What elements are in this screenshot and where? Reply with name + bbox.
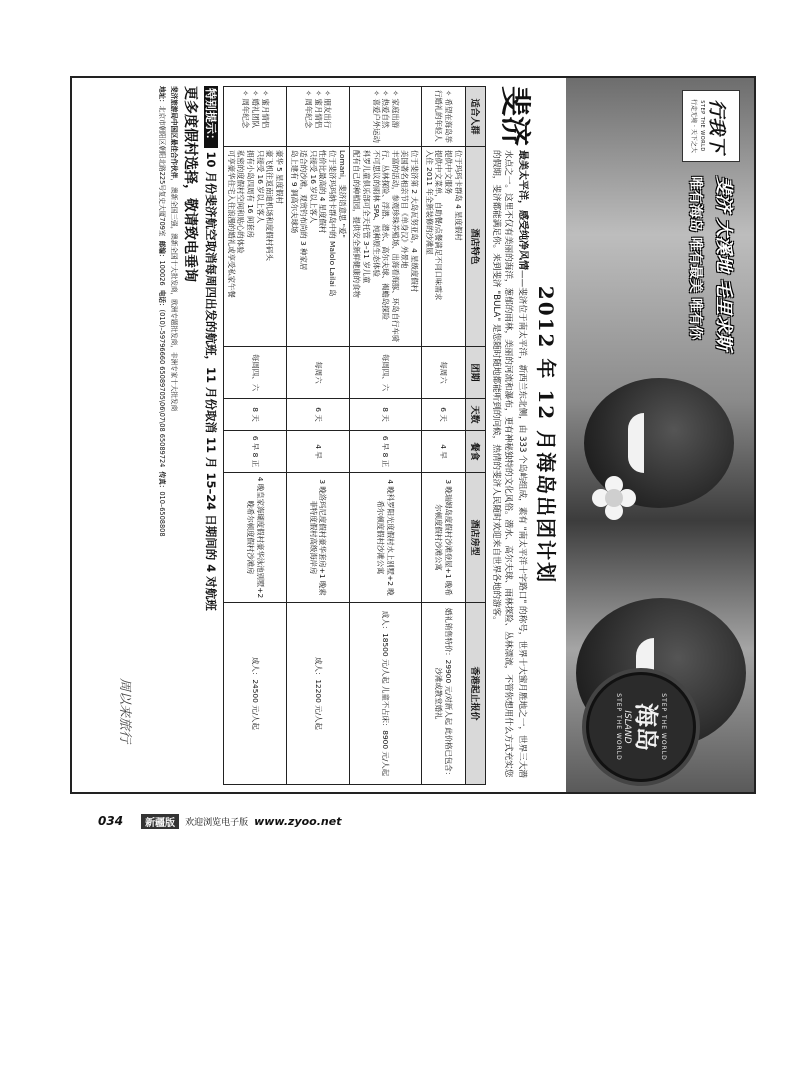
cell-dates: 每周六: [422, 347, 466, 399]
feature-line: 可享豪华住宅入住浪漫的婚礼或享受私家午餐: [226, 150, 236, 298]
page-number: 034: [98, 814, 124, 828]
crowd-item: ✧ 蜜月情侣: [313, 90, 323, 143]
cell-dates: 每周四、六: [224, 347, 287, 399]
feature-line: 只接受 16 岁以上客人: [308, 150, 318, 224]
header-days: 天数: [465, 399, 485, 431]
address-value: 北京市朝阳区朝阳北路225号复史大厦709室: [158, 105, 166, 237]
table-row: [349, 87, 421, 785]
feature-line: 豪飞机往返南迪机场和度假村码头: [265, 150, 275, 261]
special-notice: [203, 86, 219, 784]
feature-line: 提供中文服务: [443, 150, 453, 195]
cell-meals: 6 早 8 正: [349, 431, 421, 473]
feature-line: 岛上建有 9 洞高尔夫球场: [289, 150, 299, 234]
tel-value: (010)–59796660 65089705\06\07\08 65089724: [158, 309, 166, 468]
call-to-action: 更多度假村选择，敬请致电垂询: [182, 86, 199, 282]
crowd-item: ✧ 蜜月情侣: [260, 90, 270, 143]
cell-meals: 4 早: [286, 431, 349, 473]
feature-line: 提供中文菜单，自助餐/点餐满足不同口味需求: [434, 150, 444, 301]
header-meals: 餐食: [465, 431, 485, 473]
zip-label: 邮编：: [158, 240, 166, 261]
feature-line: 配有自己的种植园，提供安全新鲜健康的食物: [352, 150, 362, 298]
feature-line: 入住 2011 年全新装修的沙滩屋: [424, 150, 434, 255]
edition-badge: 新疆版: [141, 814, 179, 829]
cell-features: [224, 147, 287, 347]
cell-features: [286, 147, 349, 347]
website-link[interactable]: www.zyoo.net: [254, 814, 342, 828]
feature-line: 适合的沙滩，观赏钓布尚的 3 种家居: [299, 150, 309, 271]
crowd-item: ✧ 家庭出游: [390, 90, 400, 143]
cell-meals: 4 早: [422, 431, 466, 473]
cell-room: 4 晚科罗阳光度假村水上别墅+2 晚希尔顿度假村沙滩公寓: [349, 473, 421, 603]
cell-features: [422, 147, 466, 347]
cell-meals: 6 早 8 正: [224, 431, 287, 473]
slogan-tagline: 唯有海岛 唯有最美 唯有你: [687, 176, 703, 340]
cell-room: 3 晚洛玛尼度假村豪华套房+1 晚索菲特度假村高级海岸房: [286, 473, 349, 603]
agency-info: 斐济旅游局中国区最佳合作伙伴， 澳新全国三强，澳新全国十大批发商，欧洲专题批发商，非洲专家十大批发商: [170, 86, 179, 412]
rotated-advert: [72, 78, 754, 792]
advert-frame: [70, 76, 756, 794]
feature-line: 私密的度假村空间和贴心的体验: [236, 150, 246, 254]
feature-line: 性价比最高的 4 星度假村: [318, 150, 328, 234]
seal-bottom-text: STEP THE WORLD: [615, 693, 622, 761]
feature-line: 位于斐济玛玛纳卡群岛中的 Malolo Lailai 岛: [328, 150, 338, 297]
tel-label: 电话：: [158, 289, 166, 310]
table-header-row: [465, 87, 485, 785]
cell-days: 6 天: [286, 399, 349, 431]
header-crowd: 适合人群: [465, 87, 485, 147]
page-title: 2012 年 12 月海岛出团计划: [534, 285, 558, 585]
handwritten-signature: 周以来旅行: [117, 678, 132, 744]
crowd-item: ✧ 热爱自然: [381, 90, 391, 143]
fax-label: 传真：: [158, 471, 166, 492]
brand-logo: [682, 90, 740, 162]
header-dates: 团期: [465, 347, 485, 399]
footer-text: 欢迎浏览电子版: [185, 817, 249, 828]
fiji-intro: [490, 86, 532, 784]
table-row: [224, 87, 287, 785]
fiji-lead: 最美太平洋，感受纯净风情: [517, 150, 528, 270]
cell-days: 8 天: [224, 399, 287, 431]
table-row: [286, 87, 349, 785]
notice-text: 10 月份斐济航空取消每周四出发的航班，11 月份取消 11 月 15–24 日期间的 4 对航班: [204, 151, 219, 611]
advert-content: [72, 78, 566, 792]
feature-line: 豪华 5 星度假村: [274, 150, 284, 204]
seal-top-text: STEP THE WORLD: [660, 693, 667, 761]
fiji-body: ——斐济位于南太平洋，新西兰东北侧，由 333 个岛屿组成，素有 "南太平洋十字路口" 的称号，世界十大蜜月胜地之一，世界三大潜水点之一。这里不仅有美丽的海洋，葱郁的雨林，美丽的河流和瀑布，更有神秘独特的文化风俗。潜水、高尔夫球、雨林探险、丛林漂流，不管你想用什么方式充实您的假期，斐济都能满足你。来到斐济 "BULA" 是您随时随地都能听到的问候，热情的斐济人民随时欢迎来自世界各地的游客。: [491, 150, 527, 778]
hero-slogans: [686, 176, 738, 536]
seal-big-text: 海岛: [632, 703, 661, 751]
feature-line: 不可思议的雨林 SPA、纯种原生态体验: [371, 150, 381, 277]
address-label: 地址：: [158, 86, 166, 106]
fax-value: 010–6508808: [158, 491, 166, 537]
feature-line: 丰富的活动，参观珍珠养殖场、出海看海豚、环岛自行车骑行、丛林探险、浮潜、潜水、高尔夫球、褐蟾岛探险: [381, 150, 400, 343]
brand-logo-main: 行我下: [706, 99, 728, 153]
crowd-item: ✧ 朋友出行: [323, 90, 333, 143]
crowd-item: ✧ 希望在海岛举行婚礼的年轻人: [434, 90, 453, 143]
zip-value: 100026: [158, 260, 166, 286]
cell-price: 成人：18500 元/人起 儿童不占床：8900 元/人起: [349, 603, 421, 785]
header-room: 酒店房型: [465, 473, 485, 603]
cell-dates: 每周六: [286, 347, 349, 399]
feature-line: 拥有小岛四周有 16 间套房: [246, 150, 256, 239]
cell-room: 4 晚皇家海瑚度假村豪华泳池别墅+2 晚希尔顿度假村沙滩房: [224, 473, 287, 603]
brand-logo-tagline: 行走无境 · 天下之大: [690, 99, 698, 153]
hero-banner: [566, 78, 754, 792]
page-footer: [98, 812, 458, 830]
seal-island-text: ISLAND: [622, 710, 632, 744]
feature-line: 位于斐济第 2 大岛瓦努亚岛，4 星级度假村: [410, 150, 420, 293]
feature-line: 位于玛玛卡群岛 4 星度假村: [453, 150, 463, 241]
feature-line: 美国著名相亲节目《单身汉》外景地: [400, 150, 410, 269]
hero-photo-smile-left: [628, 413, 644, 473]
feature-line: 只接受 16 岁以上客人: [255, 150, 265, 224]
cell-days: 8 天: [349, 399, 421, 431]
cell-dates: 每周四、六: [349, 347, 421, 399]
crowd-item: ✧ 婚礼团队: [250, 90, 260, 143]
feature-line: 科罗儿童俱乐部可全天托管 3–11 岁儿童: [361, 150, 371, 284]
notice-label: 特别提示：: [204, 88, 219, 146]
contact-info: [157, 86, 166, 784]
brand-logo-en: STEP THE WORLD: [699, 100, 706, 152]
crowd-item: ✧ 周年纪念: [241, 90, 251, 143]
cell-price: 成人：24500 元/人起: [224, 603, 287, 785]
crowd-item: ✧ 周年纪念: [303, 90, 313, 143]
fiji-heading: 斐济: [497, 86, 532, 146]
feature-line: Lomani，斐济语意思 "爱": [337, 150, 347, 238]
cell-price: 成人：12200 元/人起: [286, 603, 349, 785]
island-seal: [586, 672, 696, 782]
cell-crowd: [286, 87, 349, 147]
flower-icon: [592, 476, 636, 520]
crowd-item: ✧ 喜爱户外运动: [371, 90, 381, 143]
cell-room: 3 晚瑞姆岛度假村沙滩登屋+1 晚希尔顿度假村沙滩公寓: [422, 473, 466, 603]
header-price: 香港起止报价: [465, 603, 485, 785]
cell-crowd: [349, 87, 421, 147]
cell-crowd: [224, 87, 287, 147]
table-row: [422, 87, 466, 785]
cell-crowd: [422, 87, 466, 147]
slogan-destinations: 斐济 大溪地 毛里求斯: [713, 176, 734, 351]
agency-awards: 澳新全国三强，澳新全国十大批发商，欧洲专题批发商，非洲专家十大批发商: [170, 187, 179, 412]
cell-price: 婚礼销售特价：29900 元/对新人起 此价格已包含：沙滩或教堂婚礼: [422, 603, 466, 785]
agency-name: 斐济旅游局中国区最佳合作伙伴: [170, 86, 179, 179]
cell-features: [349, 147, 421, 347]
tour-plan-table: [223, 86, 485, 785]
cell-days: 6 天: [422, 399, 466, 431]
header-features: 酒店特色: [465, 147, 485, 347]
